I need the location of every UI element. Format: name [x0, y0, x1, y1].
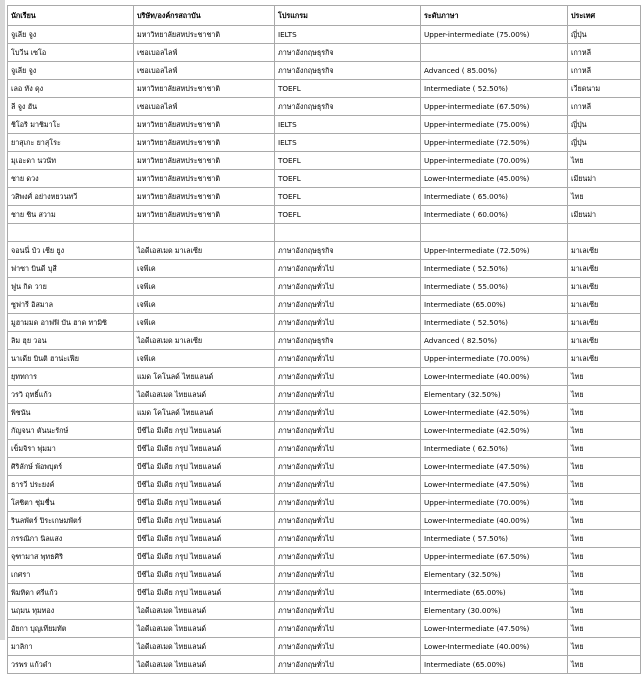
cell-student[interactable]: ลิม ฮุย วอน — [8, 332, 134, 350]
cell-program[interactable]: ภาษาอังกฤษทั่วไป — [275, 404, 421, 422]
table-row — [8, 476, 641, 494]
table-row — [8, 80, 641, 98]
table-row — [8, 134, 641, 152]
cell-student[interactable]: รินลพัตร์ ปิระเกษมพัตร์ — [8, 512, 134, 530]
header-student[interactable]: นักเรียน — [8, 6, 134, 26]
table-row — [8, 62, 641, 80]
cell-country[interactable]: ไทย — [568, 368, 641, 386]
cell-organization[interactable] — [134, 224, 275, 242]
header-organization[interactable]: บริษัท/องค์กรสถาบัน — [134, 6, 275, 26]
table-row — [8, 242, 641, 260]
cell-student[interactable]: มุเอะดา นวนัท — [8, 152, 134, 170]
cell-level[interactable]: Intermediate ( 55.00%) — [421, 278, 568, 296]
cell-organization[interactable]: ไอดีเอสเมด มาเลเซีย — [134, 332, 275, 350]
cell-program[interactable]: TOEFL — [275, 206, 421, 224]
cell-organization[interactable]: บีซีไอ มีเดีย กรุป ไทยแลนด์ — [134, 548, 275, 566]
cell-program[interactable]: ภาษาอังกฤษธุรกิจ — [275, 44, 421, 62]
table-row — [8, 620, 641, 638]
cell-country[interactable]: ไทย — [568, 422, 641, 440]
cell-level[interactable]: Intermediate ( 57.50%) — [421, 530, 568, 548]
cell-program[interactable]: TOEFL — [275, 170, 421, 188]
cell-student[interactable]: ชาย ดวง — [8, 170, 134, 188]
cell-level[interactable]: Upper-intermediate (67.50%) — [421, 548, 568, 566]
table-row — [8, 260, 641, 278]
cell-level[interactable]: Lower-Intermediate (47.50%) — [421, 620, 568, 638]
table-row — [8, 422, 641, 440]
cell-organization[interactable]: เจพีเค — [134, 296, 275, 314]
cell-organization[interactable]: เซอเบอลไลฟ์ — [134, 44, 275, 62]
table-row — [8, 494, 641, 512]
cell-country[interactable]: เกาหลี — [568, 62, 641, 80]
cell-level[interactable]: Elementary (32.50%) — [421, 386, 568, 404]
cell-country[interactable]: ไทย — [568, 656, 641, 674]
cell-program[interactable]: ภาษาอังกฤษทั่วไป — [275, 512, 421, 530]
cell-program[interactable]: ภาษาอังกฤษทั่วไป — [275, 584, 421, 602]
cell-student[interactable]: วสิพงศ์ อย่างหยวนทวี — [8, 188, 134, 206]
cell-student[interactable]: จูเลีย จูง — [8, 26, 134, 44]
cell-student[interactable]: นฤมน ทุมทอง — [8, 602, 134, 620]
cell-country[interactable]: มาเลเซีย — [568, 260, 641, 278]
cell-program[interactable]: TOEFL — [275, 188, 421, 206]
cell-student[interactable]: เกศรา — [8, 566, 134, 584]
table-row — [8, 602, 641, 620]
cell-country[interactable] — [568, 224, 641, 242]
cell-organization[interactable]: มหาวิทยาลัยสหประชาชาติ — [134, 152, 275, 170]
cell-country[interactable]: ไทย — [568, 386, 641, 404]
cell-organization[interactable]: เซอเบอลไลฟ์ — [134, 98, 275, 116]
cell-organization[interactable]: มหาวิทยาลัยสหประชาชาติ — [134, 188, 275, 206]
cell-student[interactable]: กรรณิกา นิลแสง — [8, 530, 134, 548]
cell-level[interactable]: Intermediate ( 65.00%) — [421, 188, 568, 206]
cell-organization[interactable]: บีซีไอ มีเดีย กรุป ไทยแลนด์ — [134, 458, 275, 476]
cell-country[interactable]: มาเลเซีย — [568, 314, 641, 332]
cell-organization[interactable]: ไอดีเอสเมด ไทยแลนด์ — [134, 386, 275, 404]
table-row — [8, 278, 641, 296]
cell-program[interactable]: IELTS — [275, 26, 421, 44]
cell-student[interactable]: ธารวี ประยงค์ — [8, 476, 134, 494]
cell-student[interactable]: พิมทิดา ศรีแก้ว — [8, 584, 134, 602]
table-row — [8, 350, 641, 368]
cell-level[interactable]: Elementary (32.50%) — [421, 566, 568, 584]
cell-country[interactable]: มาเลเซีย — [568, 332, 641, 350]
cell-program[interactable]: ภาษาอังกฤษทั่วไป — [275, 278, 421, 296]
cell-program[interactable]: ภาษาอังกฤษทั่วไป — [275, 350, 421, 368]
cell-student[interactable]: ชาย ชิน สวาม — [8, 206, 134, 224]
cell-program[interactable]: ภาษาอังกฤษทั่วไป — [275, 548, 421, 566]
cell-program[interactable]: TOEFL — [275, 80, 421, 98]
cell-student[interactable]: ยาสุเกะ ยาสุโระ — [8, 134, 134, 152]
cell-level[interactable]: Intermediate ( 60.00%) — [421, 206, 568, 224]
cell-country[interactable]: ไทย — [568, 440, 641, 458]
cell-student[interactable]: ชิโอริ มาชิมาโะ — [8, 116, 134, 134]
cell-level[interactable]: Intermediate (65.00%) — [421, 584, 568, 602]
cell-organization[interactable]: ไอดีเอสเมด ไทยแลนด์ — [134, 620, 275, 638]
table-row — [8, 368, 641, 386]
cell-program[interactable]: IELTS — [275, 134, 421, 152]
cell-student[interactable]: อัยกา บุญเทียมทัต — [8, 620, 134, 638]
table-row — [8, 638, 641, 656]
cell-program[interactable]: ภาษาอังกฤษทั่วไป — [275, 260, 421, 278]
cell-organization[interactable]: บีซีไอ มีเดีย กรุป ไทยแลนด์ — [134, 530, 275, 548]
cell-country[interactable]: มาเลเซีย — [568, 278, 641, 296]
cell-country[interactable]: ไทย — [568, 512, 641, 530]
table-row — [8, 656, 641, 674]
cell-country[interactable]: ไทย — [568, 458, 641, 476]
cell-country[interactable]: มาเลเซีย — [568, 242, 641, 260]
cell-organization[interactable]: มหาวิทยาลัยสหประชาชาติ — [134, 116, 275, 134]
table-row — [8, 44, 641, 62]
cell-program[interactable]: ภาษาอังกฤษทั่วไป — [275, 476, 421, 494]
cell-country[interactable]: ไทย — [568, 476, 641, 494]
table-row — [8, 26, 641, 44]
header-row — [8, 6, 641, 26]
cell-level[interactable]: Lower-Intermediate (40.00%) — [421, 368, 568, 386]
cell-country[interactable]: ไทย — [568, 602, 641, 620]
cell-level[interactable]: Upper-intermediate (70.00%) — [421, 494, 568, 512]
table-row — [8, 224, 641, 242]
cell-country[interactable]: ไทย — [568, 638, 641, 656]
cell-level[interactable]: Lower-Intermediate (47.50%) — [421, 458, 568, 476]
cell-organization[interactable]: มหาวิทยาลัยสหประชาชาติ — [134, 206, 275, 224]
cell-organization[interactable]: บีซีไอ มีเดีย กรุป ไทยแลนด์ — [134, 422, 275, 440]
cell-program[interactable]: ภาษาอังกฤษธุรกิจ — [275, 98, 421, 116]
cell-student[interactable]: นาเดีย บินติ ฮาน่ะเฟีย — [8, 350, 134, 368]
cell-student[interactable]: พิชนัน — [8, 404, 134, 422]
cell-level[interactable]: Upper-intermediate (75.00%) — [421, 116, 568, 134]
cell-level[interactable]: Elementary (30.00%) — [421, 602, 568, 620]
cell-student[interactable]: กัญจนา ตันนะรักษ์ — [8, 422, 134, 440]
table-row — [8, 170, 641, 188]
table-row — [8, 548, 641, 566]
cell-level[interactable]: Upper-Intermediate (72.50%) — [421, 242, 568, 260]
table-row — [8, 152, 641, 170]
table-body — [8, 26, 641, 674]
cell-organization[interactable]: บีซีไอ มีเดีย กรุป ไทยแลนด์ — [134, 566, 275, 584]
cell-program[interactable]: ภาษาอังกฤษธุรกิจ — [275, 332, 421, 350]
cell-organization[interactable]: มหาวิทยาลัยสหประชาชาติ — [134, 80, 275, 98]
header-level[interactable]: ระดับภาษา — [421, 6, 568, 26]
sheet-left-edge — [0, 0, 5, 640]
cell-country[interactable]: ไทย — [568, 584, 641, 602]
cell-country[interactable]: ไทย — [568, 494, 641, 512]
cell-level[interactable]: Intermediate ( 52.50%) — [421, 314, 568, 332]
table-row — [8, 530, 641, 548]
cell-country[interactable]: เกาหลี — [568, 44, 641, 62]
cell-student[interactable]: มูฮามมด อาฟฟิ บัน ฮาด ทามิซิ — [8, 314, 134, 332]
cell-organization[interactable]: บีซีไอ มีเดีย กรุป ไทยแลนด์ — [134, 476, 275, 494]
cell-program[interactable]: ภาษาอังกฤษทั่วไป — [275, 620, 421, 638]
cell-student[interactable]: มาลิกา — [8, 638, 134, 656]
cell-program[interactable]: ภาษาอังกฤษทั่วไป — [275, 440, 421, 458]
table-row — [8, 314, 641, 332]
cell-organization[interactable]: แมด โคโนลด์ ไทยแลนด์ — [134, 404, 275, 422]
cell-student[interactable]: เข็มจิรา พุ่มมา — [8, 440, 134, 458]
cell-country[interactable]: ไทย — [568, 404, 641, 422]
cell-student[interactable]: จอนนี่ ป๋ว เชีย ยูง — [8, 242, 134, 260]
table-row — [8, 332, 641, 350]
cell-level[interactable]: Intermediate (65.00%) — [421, 656, 568, 674]
cell-student[interactable]: จุฑามาส พุทธศิริ — [8, 548, 134, 566]
cell-student[interactable]: ยุททการ — [8, 368, 134, 386]
cell-student[interactable]: ลี จูง ฮัน — [8, 98, 134, 116]
table-row — [8, 296, 641, 314]
table-row — [8, 566, 641, 584]
cell-organization[interactable]: ไอดีเอสเมด มาเลเซีย — [134, 242, 275, 260]
cell-program[interactable]: ภาษาอังกฤษทั่วไป — [275, 638, 421, 656]
table-row — [8, 458, 641, 476]
cell-student[interactable]: ศิริลักษ์ พ้อพบุตร์ — [8, 458, 134, 476]
cell-program[interactable]: ภาษาอังกฤษทั่วไป — [275, 296, 421, 314]
cell-organization[interactable]: ไอดีเอสเมด ไทยแลนด์ — [134, 656, 275, 674]
cell-program[interactable]: ภาษาอังกฤษทั่วไป — [275, 530, 421, 548]
cell-student[interactable] — [8, 224, 134, 242]
table-row — [8, 440, 641, 458]
cell-country[interactable]: มาเลเซีย — [568, 350, 641, 368]
cell-level[interactable]: Intermediate ( 52.50%) — [421, 80, 568, 98]
cell-organization[interactable]: มหาวิทยาลัยสหประชาชาติ — [134, 26, 275, 44]
cell-country[interactable]: มาเลเซีย — [568, 296, 641, 314]
cell-level[interactable]: Upper-intermediate (72.50%) — [421, 134, 568, 152]
table-row — [8, 404, 641, 422]
cell-program[interactable]: ภาษาอังกฤษทั่วไป — [275, 314, 421, 332]
cell-student[interactable]: ฟาซา บินดี บุสี — [8, 260, 134, 278]
cell-level[interactable]: Intermediate (65.00%) — [421, 296, 568, 314]
cell-organization[interactable]: แมด โคโนลด์ ไทยแลนด์ — [134, 368, 275, 386]
cell-student[interactable]: โบวีน เซโอ — [8, 44, 134, 62]
cell-country[interactable]: เมียนม่า — [568, 170, 641, 188]
cell-country[interactable]: ญี่ปุ่น — [568, 26, 641, 44]
cell-country[interactable]: ไทย — [568, 620, 641, 638]
cell-program[interactable]: ภาษาอังกฤษทั่วไป — [275, 458, 421, 476]
cell-level[interactable]: Lower-Intermediate (45.00%) — [421, 170, 568, 188]
cell-program[interactable]: ภาษาอังกฤษทั่วไป — [275, 602, 421, 620]
cell-program[interactable] — [275, 224, 421, 242]
header-country[interactable]: ประเทศ — [568, 6, 641, 26]
cell-level[interactable]: Advanced ( 82.50%) — [421, 332, 568, 350]
table-row — [8, 584, 641, 602]
cell-student[interactable]: วรพร แก้วดำ — [8, 656, 134, 674]
cell-country[interactable]: ไทย — [568, 548, 641, 566]
cell-program[interactable]: ภาษาอังกฤษธุรกิจ — [275, 242, 421, 260]
table-row — [8, 98, 641, 116]
cell-country[interactable]: เวียดนาม — [568, 80, 641, 98]
cell-level[interactable]: Intermediate ( 52.50%) — [421, 260, 568, 278]
cell-student[interactable]: วรวิ ฤทธิ์แก้ว — [8, 386, 134, 404]
cell-level[interactable] — [421, 44, 568, 62]
header-program[interactable]: โปรแกรม — [275, 6, 421, 26]
cell-country[interactable]: ไทย — [568, 530, 641, 548]
cell-country[interactable]: ญี่ปุ่น — [568, 116, 641, 134]
cell-level[interactable]: Intermediate ( 62.50%) — [421, 440, 568, 458]
cell-program[interactable]: TOEFL — [275, 152, 421, 170]
table-row — [8, 206, 641, 224]
cell-country[interactable]: ไทย — [568, 566, 641, 584]
cell-level[interactable]: Upper-intermediate (75.00%) — [421, 26, 568, 44]
cell-organization[interactable]: บีซีไอ มีเดีย กรุป ไทยแลนด์ — [134, 512, 275, 530]
cell-level[interactable]: Lower-Intermediate (40.00%) — [421, 512, 568, 530]
cell-organization[interactable]: เจพีเค — [134, 260, 275, 278]
cell-student[interactable]: จูเลีย จูง — [8, 62, 134, 80]
cell-program[interactable]: ภาษาอังกฤษทั่วไป — [275, 494, 421, 512]
cell-program[interactable]: IELTS — [275, 116, 421, 134]
cell-student[interactable]: โสชิตา ชุ่มชื่น — [8, 494, 134, 512]
cell-organization[interactable]: เจพีเค — [134, 350, 275, 368]
table-row — [8, 386, 641, 404]
cell-student[interactable]: ซูฟารี อิสมาล — [8, 296, 134, 314]
cell-country[interactable]: เมียนม่า — [568, 206, 641, 224]
cell-level[interactable]: Upper-intermediate (67.50%) — [421, 98, 568, 116]
cell-student[interactable]: เลอ ทัง ดุง — [8, 80, 134, 98]
cell-organization[interactable]: เจพีเค — [134, 278, 275, 296]
cell-country[interactable]: ไทย — [568, 188, 641, 206]
cell-program[interactable]: ภาษาอังกฤษทั่วไป — [275, 422, 421, 440]
cell-organization[interactable]: ไอดีเอสเมด ไทยแลนด์ — [134, 638, 275, 656]
table-row — [8, 188, 641, 206]
cell-program[interactable]: ภาษาอังกฤษธุรกิจ — [275, 62, 421, 80]
cell-organization[interactable]: มหาวิทยาลัยสหประชาชาติ — [134, 170, 275, 188]
cell-level[interactable]: Lower-Intermediate (42.50%) — [421, 404, 568, 422]
cell-level[interactable]: Upper-intermediate (70.00%) — [421, 152, 568, 170]
cell-program[interactable]: ภาษาอังกฤษทั่วไป — [275, 386, 421, 404]
table-row — [8, 512, 641, 530]
cell-organization[interactable]: ไอดีเอสเมด ไทยแลนด์ — [134, 602, 275, 620]
cell-program[interactable]: ภาษาอังกฤษทั่วไป — [275, 656, 421, 674]
cell-level[interactable]: Advanced ( 85.00%) — [421, 62, 568, 80]
cell-organization[interactable]: บีซีไอ มีเดีย กรุป ไทยแลนด์ — [134, 440, 275, 458]
cell-organization[interactable]: บีซีไอ มีเดีย กรุป ไทยแลนด์ — [134, 584, 275, 602]
cell-program[interactable]: ภาษาอังกฤษทั่วไป — [275, 566, 421, 584]
cell-organization[interactable]: บีซีไอ มีเดีย กรุป ไทยแลนด์ — [134, 494, 275, 512]
cell-level[interactable] — [421, 224, 568, 242]
cell-program[interactable]: ภาษาอังกฤษทั่วไป — [275, 368, 421, 386]
cell-country[interactable]: ญี่ปุ่น — [568, 134, 641, 152]
cell-organization[interactable]: เซอเบอลไลฟ์ — [134, 62, 275, 80]
table-row — [8, 116, 641, 134]
cell-level[interactable]: Lower-Intermediate (47.50%) — [421, 476, 568, 494]
cell-country[interactable]: เกาหลี — [568, 98, 641, 116]
cell-level[interactable]: Lower-Intermediate (42.50%) — [421, 422, 568, 440]
cell-level[interactable]: Lower-Intermediate (40.00%) — [421, 638, 568, 656]
student-table — [7, 5, 641, 674]
cell-level[interactable]: Upper-intermediate (70.00%) — [421, 350, 568, 368]
cell-organization[interactable]: มหาวิทยาลัยสหประชาชาติ — [134, 134, 275, 152]
cell-student[interactable]: ฟูน กิด วาย — [8, 278, 134, 296]
cell-country[interactable]: ไทย — [568, 152, 641, 170]
cell-organization[interactable]: เจพีเค — [134, 314, 275, 332]
